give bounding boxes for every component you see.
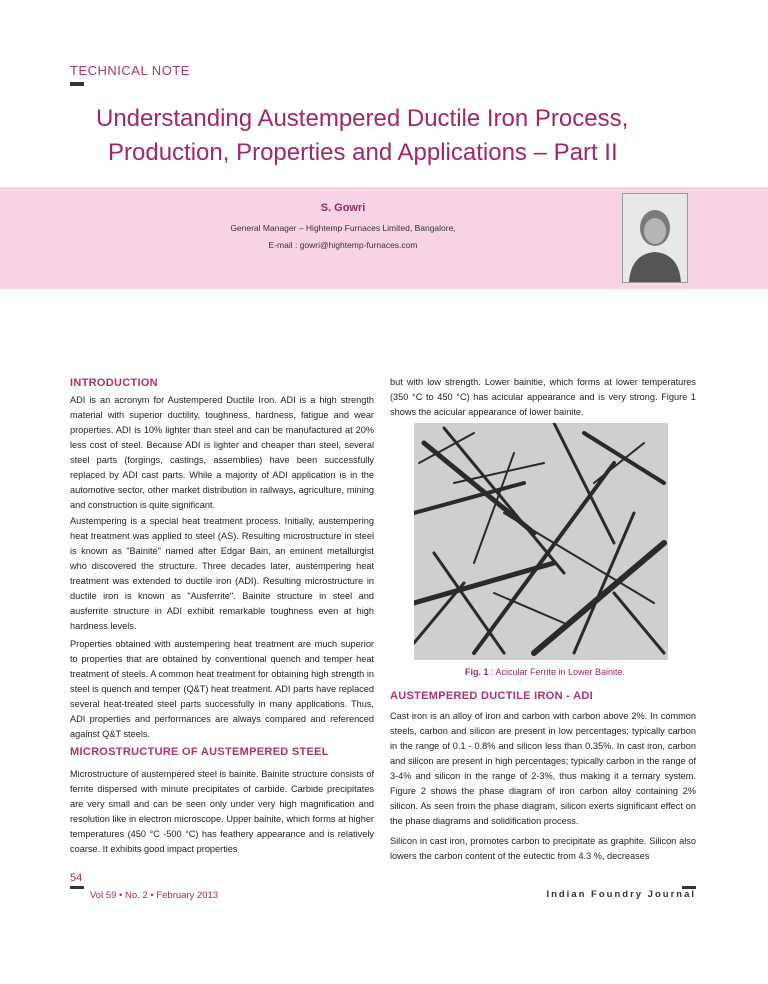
adi-paragraph-2: Silicon in cast iron, promotes carbon to precipitate as graphite. Silicon also lowers the carbon content of the eutectic from 4.3 %, decreases	[390, 836, 696, 861]
continued-paragraph: but with low strength. Lower bainitie, which forms at lower temperatures (350 °C to 450 °C) has acicular appearance and is very strong. Figure 1 shows the acicular appearance of lower bainite.	[390, 377, 696, 417]
title-line-2: Production, Properties and Applications – Part II	[108, 139, 618, 166]
adi-paragraph-1: Cast iron is an alloy of iron and carbon with carbon above 2%. In common steels, carbon and silicon are present in low percentages; typically carbon in the range of 0.1 - 0.8% and silicon less than 0.35%. In cast iron, carbon and silicon are present in high percentages; typically carbon in the range of 3-4% and silicon in the range of 2-3%, thus making it a ternary system. Figure 2 shows the phase diagram of iron carbon alloy containing 2% silicon. As seen from the phase diagram, silicon exerts significant effect on the phase diagrams and solidification process.	[390, 711, 696, 826]
journal-name: Indian Foundry Journal	[546, 889, 696, 900]
intro-paragraph-3: Properties obtained with austempering heat treatment are much superior to properties that are obtained by conventional quench and temper heat treatment of steels. A common heat treatment for obtaining high strength in steel is quench and temper (Q&T) heat treatment. ADI parts have replaced several heat-treated steel parts successfully in many applications. Thus, ADI properties and performances are always compared and referenced against Q&T steels.	[70, 639, 374, 739]
author-name: S. Gowri	[320, 202, 366, 214]
article-title	[96, 102, 696, 170]
title-line-1: Understanding Austempered Ductile Iron Process,	[96, 105, 629, 132]
author-photo	[622, 193, 688, 283]
bainite-micrograph-image	[414, 423, 668, 660]
adi-heading: AUSTEMPERED DUCTILE IRON - ADI	[390, 690, 593, 702]
section-label: TECHNICAL NOTE	[70, 63, 190, 78]
section-divider	[70, 82, 84, 86]
microstructure-heading: MICROSTRUCTURE OF AUSTEMPERED STEEL	[70, 746, 329, 758]
page-number: 54	[70, 872, 83, 884]
author-portrait-icon	[623, 194, 687, 282]
intro-paragraph-2: Austempering is a special heat treatment process. Initially, austempering heat treatment was applied to steel (AS). Resulting microstructure in steel is known as "Bainite" named after Edgar Bain, an eminent metallurgist who discovered the structure. Three decades later, austempering heat treatment was extended to ductile iron (ADI). Resulting microstructure in ductile iron is known as "Ausferrite". Bainite structure in steel and ausferrite structure in ADI exhibit remarkable toughness even at high hardness levels.	[70, 516, 374, 631]
author-role: General Manager – Hightemp Furnaces Limited, Bangalore,	[230, 223, 456, 233]
intro-paragraph-1: ADI is an acronym for Austempered Ductile Iron. ADI is a high strength material with superior ductility, toughness, hardness, fatigue and wear properties. ADI is 10% lighter than steel and can be manufactured at 20% less cost of steel. Because ADI is lighter and cheaper than steel, several steel parts (forgings, castings, assemblies) have been successfully replaced by ADI cast parts. While a majority of ADI application is in the automotive sector, other market distribution in railways, agriculture, mining and construction is quite significant.	[70, 395, 374, 510]
microstructure-paragraph: Microstructure of austempered steel is bainite. Bainite structure consists of ferrite dispersed with minute precipitates of carbide. Carbide precipitates are very small and can be seen only under very high magnification and resolution like in electron microscope. Upper bainite, which forms at higher temperatures (450 °C -500 °C) has feathery appearance and is relatively coarse. It exhibits good impact properties	[70, 769, 374, 854]
figure-1-caption	[390, 667, 700, 677]
figure-1-caption-text: : Acicular Ferrite in Lower Bainite.	[488, 667, 626, 677]
figure-1-micrograph	[414, 423, 668, 660]
author-email: E-mail : gowri@hightemp-furnaces.com	[268, 240, 418, 250]
introduction-heading: INTRODUCTION	[70, 377, 158, 389]
issue-info: Vol 59 • No. 2 • February 2013	[90, 890, 219, 901]
footer-divider-left	[70, 886, 84, 889]
figure-1-label: Fig. 1	[464, 667, 489, 677]
